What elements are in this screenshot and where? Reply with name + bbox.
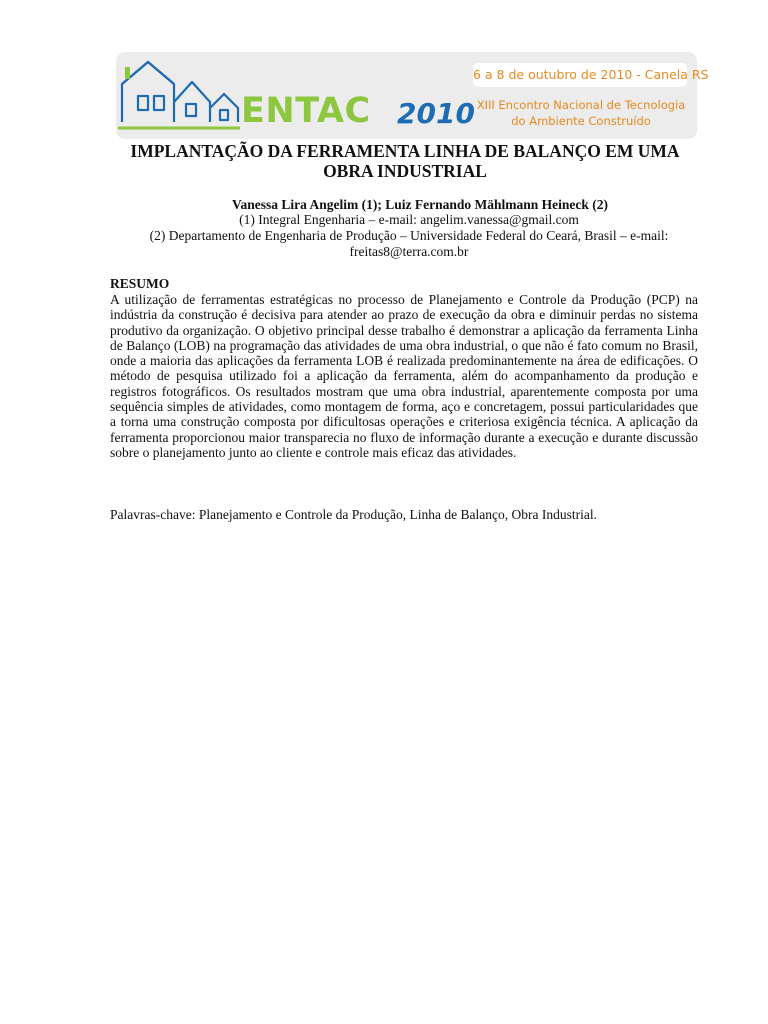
paper-authors: Vanessa Lira Angelim (1); Luiz Fernando Mählmann Heineck (2) [231,197,608,212]
conference-banner [116,52,709,139]
banner-subtitle-line-2: do Ambiente Construído [511,114,651,128]
houses-logo-icon [116,52,241,139]
banner-year: 2010 [397,97,475,130]
affiliation-2: (2) Departamento de Engenharia de Produção – Universidade Federal do Ceará, Brasil – e-mail: freitas8@terra.com.br [149,228,669,259]
affiliation-1: (1) Integral Engenharia – e-mail: angelim.vanessa@gmail.com [239,212,579,227]
abstract-heading: RESUMO [110,276,170,291]
abstract-text: A utilização de ferramentas estratégicas no processo de Planejamento e Controle da Produção (PCP) na indústria da construção é decisiva para atender ao prazo de execução da obra e diminuir perdas no sistema produtivo da organização. O objetivo principal desse trabalho é demonstrar a aplicação da ferramenta Linha de Balanço (LOB) na programação das atividades de uma obra industrial, o que não é fato comum no Brasil, onde a maioria das aplicações da ferramenta LOB é realizada predominantemente na área de edificações. O método de pesquisa utilizado foi a aplicação da ferramenta, além do acompanhamento da produção e registros fotográficos. Os resultados mostram que uma obra industrial, aparentemente composta por uma sequência simples de atividades, como montagem de forma, aço e concretagem, possui particularidades que a torna uma construção composta por dificultosas operações e criteriosa exigência técnica. A aplicação da ferramenta proporcionou maior transparecia no fluxo de informação durante a execução e durante discussão sobre o planejamento junto ao cliente e controle mais eficaz das atividades. [110,292,698,460]
keywords: Palavras-chave: Planejamento e Controle da Produção, Linha de Balanço, Obra Industrial. [110,507,597,522]
paper-title: IMPLANTAÇÃO DA FERRAMENTA LINHA DE BALANÇO EM UMA OBRA INDUSTRIAL [130,141,680,181]
banner-date-label: 6 a 8 de outubro de 2010 - Canela RS [473,63,687,87]
banner-brand: ENTAC [241,91,371,131]
banner-subtitle [474,97,688,129]
banner-subtitle-line-1: XIII Encontro Nacional de Tecnologia [476,98,686,112]
